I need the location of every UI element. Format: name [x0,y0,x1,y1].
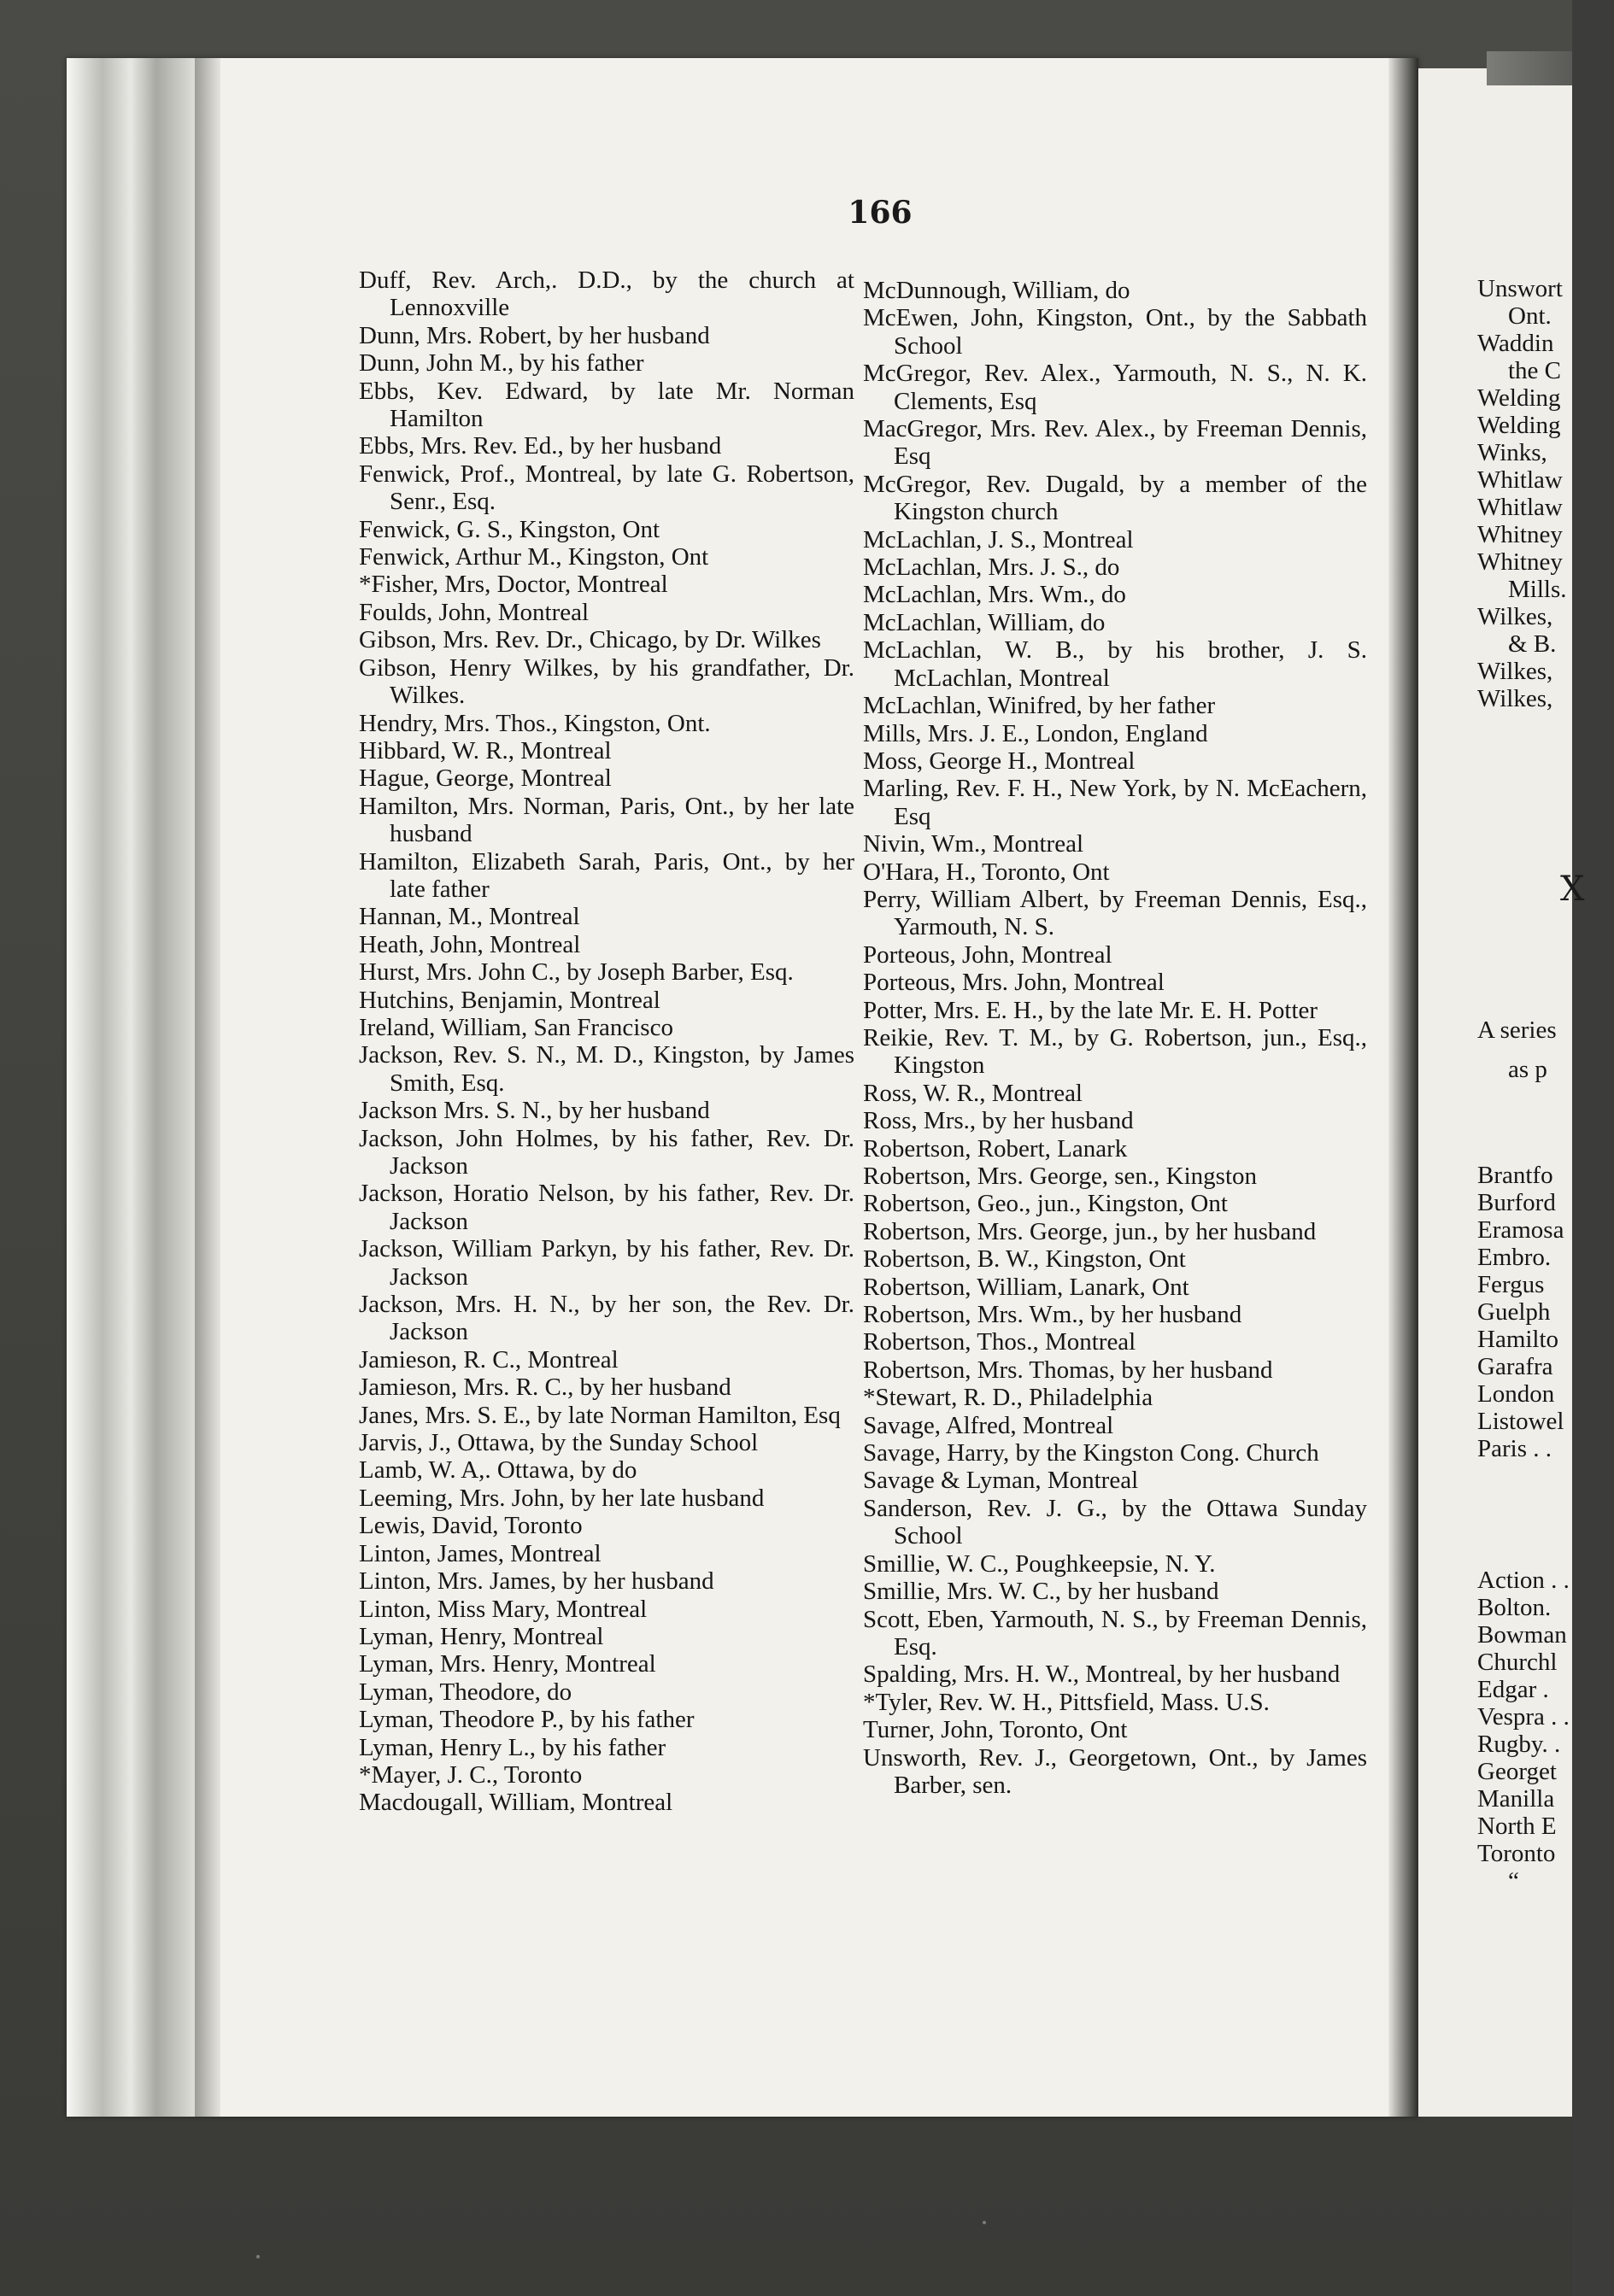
list-entry: Heath, John, Montreal [359,930,581,958]
list-entry: Turner, John, Toronto, Ont [863,1716,1128,1744]
list-entry: Robertson, Mrs. George, jun., by her husband [863,1217,1317,1245]
facing-page-place-list-2 [1477,1567,1614,1895]
fragment-line: Edgar . [1477,1676,1549,1703]
list-entry: Ireland, William, San Francisco [359,1013,673,1041]
fragment-line: Winks, [1477,439,1547,466]
list-entry: Lyman, Henry, Montreal [359,1622,604,1650]
page-number: 166 [848,195,913,231]
facing-page-place-list-1 [1477,1162,1614,1462]
list-entry: Spalding, Mrs. H. W., Montreal, by her husband [863,1660,1341,1689]
list-entry: Robertson, Mrs. George, sen., Kingston [863,1163,1258,1190]
list-entry: Jamieson, R. C., Montreal [359,1345,619,1374]
list-entry: Jarvis, J., Ottawa, by the Sunday School [359,1429,759,1457]
list-entry: Linton, James, Montreal [359,1539,602,1567]
list-entry: Linton, Miss Mary, Montreal [359,1595,648,1623]
list-entry: McEwen, John, Kingston, Ont., by the Sabbath School [863,304,1367,360]
list-entry: McLachlan, W. B., by his brother, J. S. McLachlan, Montreal [863,636,1367,692]
list-entry: Smillie, W. C., Poughkeepsie, N. Y. [863,1549,1216,1578]
fragment-line: Fergus [1477,1271,1545,1298]
list-entry: Hannan, M., Montreal [359,903,580,931]
list-entry: McLachlan, J. S., Montreal [863,525,1134,554]
list-entry: Jackson Mrs. S. N., by her husband [359,1097,710,1125]
list-entry: Jackson, Mrs. H. N., by her son, the Rev. Dr. Jackson [359,1291,854,1346]
list-entry: *Fisher, Mrs, Doctor, Montreal [359,571,668,599]
list-entry: Lyman, Mrs. Henry, Montreal [359,1650,656,1678]
list-entry: McGregor, Rev. Alex., Yarmouth, N. S., N. K. Clements, Esq [863,360,1367,415]
list-entry: Fenwick, G. S., Kingston, Ont [359,515,660,543]
fragment-line: Eramosa [1477,1216,1564,1244]
list-entry: Hendry, Mrs. Thos., Kingston, Ont. [359,709,711,737]
list-entry: MacGregor, Mrs. Rev. Alex., by Freeman Dennis, Esq [863,415,1367,471]
list-entry: Porteous, John, Montreal [863,940,1112,969]
fragment-line: Bowman [1477,1621,1567,1649]
list-entry: Sanderson, Rev. J. G., by the Ottawa Sunday School [863,1494,1367,1550]
fragment-line: Whitlaw [1477,494,1563,521]
fragment-line: Rugby. . [1477,1731,1561,1758]
list-entry: Lamb, W. A,. Ottawa, by do [359,1456,637,1485]
fragment-line: North E [1477,1813,1557,1840]
fragment-line: London [1477,1380,1555,1408]
list-entry: Jackson, Horatio Nelson, by his father, Rev. Dr. Jackson [359,1180,854,1235]
list-entry: Janes, Mrs. S. E., by late Norman Hamilton, Esq [359,1401,841,1429]
list-entry: Nivin, Wm., Montreal [863,830,1084,858]
fragment-line: the C [1508,357,1562,384]
fragment-line: as p [1508,1056,1547,1083]
list-entry: McLachlan, Mrs. Wm., do [863,581,1126,609]
left-column-list [359,266,854,1817]
fragment-line: Wilkes, [1477,658,1553,685]
list-entry: Jackson, John Holmes, by his father, Rev. Dr. Jackson [359,1124,854,1180]
fragment-line: Brantfo [1477,1162,1553,1189]
list-entry: Hibbard, W. R., Montreal [359,736,612,764]
list-entry: Smillie, Mrs. W. C., by her husband [863,1578,1219,1606]
list-entry: McGregor, Rev. Dugald, by a member of the Kingston church [863,470,1367,526]
page-gutter [1388,58,1418,2117]
list-entry: Gibson, Mrs. Rev. Dr., Chicago, by Dr. Wilkes [359,626,821,654]
list-entry: Savage, Harry, by the Kingston Cong. Church [863,1439,1319,1467]
list-entry: Ross, Mrs., by her husband [863,1107,1134,1135]
fragment-line: & B. [1508,630,1557,658]
list-entry: Gibson, Henry Wilkes, by his grandfather, Dr. Wilkes. [359,653,854,710]
list-entry: Robertson, Mrs. Wm., by her husband [863,1301,1242,1329]
fragment-line: Vespra . . [1477,1703,1570,1731]
list-entry: Robertson, Thos., Montreal [863,1328,1136,1356]
section-heading-letter: X [1560,870,1585,909]
list-entry: Savage, Alfred, Montreal [863,1411,1114,1439]
fragment-line: Paris . . [1477,1435,1552,1462]
list-entry: *Stewart, R. D., Philadelphia [863,1384,1153,1412]
list-entry: Hamilton, Mrs. Norman, Paris, Ont., by her late husband [359,792,854,848]
fragment-line: Whitney [1477,521,1563,548]
list-entry: Leeming, Mrs. John, by her late husband [359,1484,765,1512]
fragment-line: Ont. [1508,302,1552,330]
fragment-line: Welding [1477,384,1561,412]
list-entry: Lewis, David, Toronto [359,1512,583,1540]
list-entry: Hamilton, Elizabeth Sarah, Paris, Ont., by her late father [359,847,854,903]
fragment-line: Embro. [1477,1244,1552,1271]
fragment-line: A series [1477,1016,1557,1044]
facing-page-name-fragments [1477,275,1614,712]
list-entry: Robertson, B. W., Kingston, Ont [863,1245,1186,1274]
fragment-line: Mills. [1508,576,1567,603]
list-entry: Ross, W. R., Montreal [863,1079,1083,1107]
list-entry: Moss, George H., Montreal [863,747,1136,775]
list-entry: Lyman, Theodore P., by his father [359,1706,695,1734]
list-entry: Marling, Rev. F. H., New York, by N. McEachern, Esq [863,775,1367,830]
fragment-line: Garafra [1477,1353,1553,1380]
list-entry: McLachlan, Winifred, by her father [863,692,1216,720]
list-entry: Ebbs, Mrs. Rev. Ed., by her husband [359,432,722,460]
fragment-line: Hamilto [1477,1326,1559,1353]
fragment-line: Wilkes, [1477,685,1553,712]
list-entry: Porteous, Mrs. John, Montreal [863,969,1165,997]
list-entry: McDunnough, William, do [863,277,1130,304]
fragment-line: Whitlaw [1477,466,1563,494]
right-column-list [863,277,1367,1799]
list-entry: *Mayer, J. C., Toronto [359,1760,583,1789]
fragment-line: Unswort [1477,275,1563,302]
fragment-line: Manilla [1477,1785,1555,1813]
list-entry: Jamieson, Mrs. R. C., by her husband [359,1374,731,1402]
fragment-line: Listowel [1477,1408,1564,1435]
list-entry: Jackson, Rev. S. N., M. D., Kingston, by James Smith, Esq. [359,1041,854,1097]
list-entry: Hague, George, Montreal [359,764,612,793]
fragment-line: Burford [1477,1189,1556,1216]
fragment-line: Whitney [1477,548,1563,576]
list-entry: *Tyler, Rev. W. H., Pittsfield, Mass. U.S. [863,1688,1270,1716]
list-entry: Macdougall, William, Montreal [359,1789,673,1817]
list-entry: Scott, Eben, Yarmouth, N. S., by Freeman Dennis, Esq. [863,1605,1367,1660]
list-entry: O'Hara, H., Toronto, Ont [863,858,1110,886]
list-entry: Foulds, John, Montreal [359,598,590,626]
fragment-line: Wilkes, [1477,603,1553,630]
list-entry: Fenwick, Prof., Montreal, by late G. Robertson, Senr., Esq. [359,460,854,516]
fragment-line: Action . . [1477,1567,1570,1594]
list-entry: Dunn, Mrs. Robert, by her husband [359,321,710,349]
list-entry: Robertson, Mrs. Thomas, by her husband [863,1356,1273,1384]
top-edge-shadow [1487,51,1572,85]
fragment-line: Welding [1477,412,1561,439]
binding-shadow [195,58,220,2117]
list-entry: Fenwick, Arthur M., Kingston, Ont [359,543,709,571]
fragment-line: Churchl [1477,1649,1558,1676]
list-entry: Duff, Rev. Arch,. D.D., by the church at Lennoxville [359,266,854,322]
list-entry: Robertson, William, Lanark, Ont [863,1273,1189,1301]
list-entry: Robertson, Geo., jun., Kingston, Ont [863,1190,1228,1218]
list-entry: Lyman, Theodore, do [359,1678,572,1706]
list-entry: Linton, Mrs. James, by her husband [359,1567,714,1596]
list-entry: Mills, Mrs. J. E., London, England [863,719,1208,747]
list-entry: Jackson, William Parkyn, by his father, Rev. Dr. Jackson [359,1235,854,1291]
fragment-line: Guelph [1477,1298,1551,1326]
list-entry: Savage & Lyman, Montreal [863,1467,1139,1495]
list-entry: Reikie, Rev. T. M., by G. Robertson, jun., Esq., Kingston [863,1023,1367,1080]
list-entry: Unsworth, Rev. J., Georgetown, Ont., by James Barber, sen. [863,1743,1367,1799]
fragment-line: Georget [1477,1758,1557,1785]
list-entry: McLachlan, Mrs. J. S., do [863,554,1120,582]
list-entry: Perry, William Albert, by Freeman Dennis, Esq., Yarmouth, N. S. [863,885,1367,941]
book-binding [67,58,195,2117]
list-entry: Hutchins, Benjamin, Montreal [359,986,660,1014]
scan-speck [256,2255,260,2258]
scan-speck [983,2221,986,2224]
list-entry: Lyman, Henry L., by his father [359,1733,666,1761]
list-entry: Ebbs, Kev. Edward, by late Mr. Norman Hamilton [359,377,854,433]
fragment-line: Waddin [1477,330,1554,357]
list-entry: Potter, Mrs. E. H., by the late Mr. E. H. Potter [863,996,1318,1024]
list-entry: McLachlan, William, do [863,608,1106,636]
list-entry: Hurst, Mrs. John C., by Joseph Barber, Esq. [359,958,794,987]
fragment-line: “ [1508,1867,1519,1895]
fragment-line: Bolton. [1477,1594,1552,1621]
facing-page-intro-fragments [1477,1010,1614,1089]
fragment-line: Toronto [1477,1840,1556,1867]
list-entry: Robertson, Robert, Lanark [863,1134,1128,1163]
list-entry: Dunn, John M., by his father [359,349,644,378]
